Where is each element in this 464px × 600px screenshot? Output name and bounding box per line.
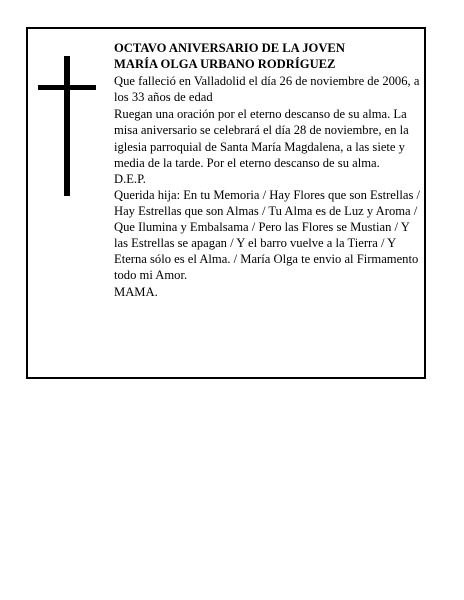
notice-text-block	[114, 40, 424, 301]
notice-title-line-2: MARÍA OLGA URBANO RODRÍGUEZ	[114, 57, 336, 72]
notice-title-line-1: OCTAVO ANIVERSARIO DE LA JOVEN	[114, 41, 345, 55]
rip-text: D.E.P.	[114, 171, 146, 186]
death-info: Que falleció en Valladolid el día 26 de noviembre de 2006, a los 33 años de edad	[114, 74, 420, 105]
cross-icon-crossbar	[38, 85, 96, 90]
prayer-request: Ruegan una oración por el eterno descanso de su alma. La misa aniversario se celebrará el día 28 de noviembre, en la iglesia parroquial de Santa María Magdalena, a las siete y media de la tarde. Por el eterno descanso de su alma.	[114, 107, 409, 170]
poem-text: Querida hija: En tu Memoria / Hay Flores que son Estrellas / Hay Estrellas que son Almas / Tu Alma es de Luz y Aroma / Que Ilumina y Embalsama / Pero las Flores se Mustian / Y las Estrellas se apagan / Y el barro vuelve a la Tierra / Y Eterna sólo es el Alma. / María Olga te envio al Firmamento todo mi Amor.	[114, 187, 421, 283]
cross-icon	[64, 56, 70, 196]
signature: MAMA.	[114, 285, 158, 300]
